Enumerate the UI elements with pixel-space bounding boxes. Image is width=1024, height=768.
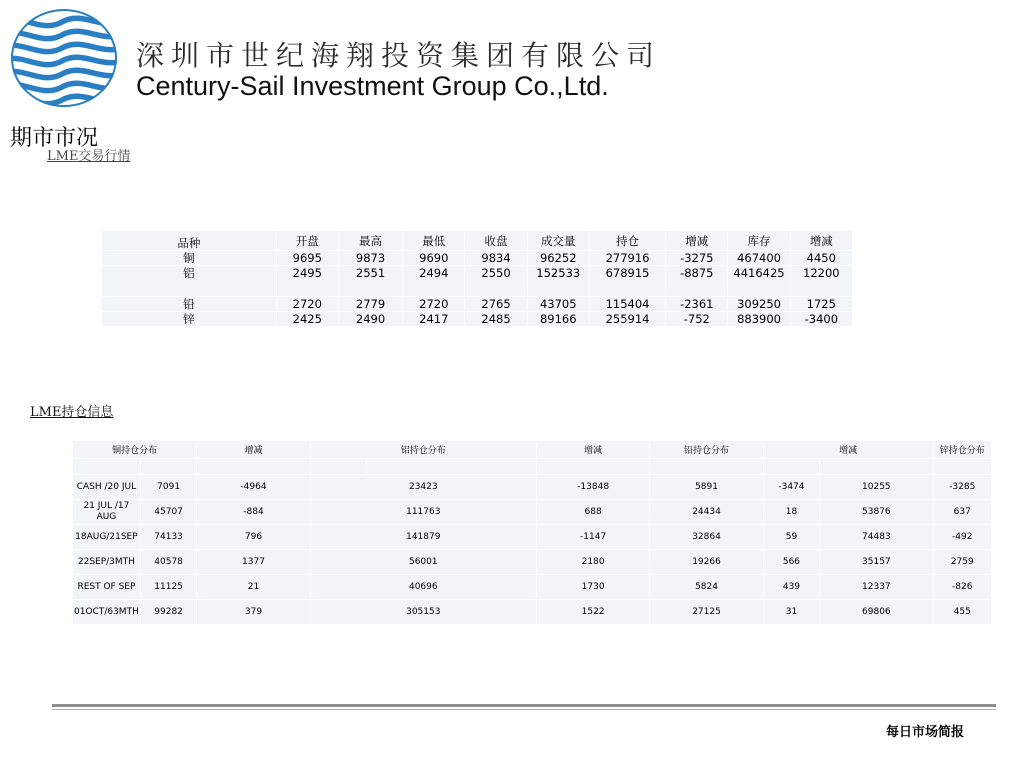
- table-row: [73, 550, 992, 575]
- table-cell: 2720: [403, 297, 465, 312]
- footer-label: 每日市场简报: [886, 725, 965, 740]
- table-cell: 铝: [102, 266, 277, 297]
- table-cell: 19266: [650, 550, 763, 575]
- table-cell: 883900: [728, 312, 790, 327]
- table-cell: 4416425: [728, 266, 790, 297]
- table-cell: 40696: [310, 575, 536, 600]
- table-row: [73, 600, 992, 625]
- table-cell: -13848: [536, 475, 649, 500]
- table-cell: -3275: [666, 251, 728, 266]
- table-cell: 11125: [140, 575, 197, 600]
- table-cell: 2779: [338, 297, 402, 312]
- table-cell: -8875: [666, 266, 728, 297]
- table-cell: 4450: [790, 251, 852, 266]
- table-cell: 1725: [790, 297, 852, 312]
- table-cell: 141879: [310, 525, 536, 550]
- col-header-lead-change: 增减: [763, 441, 933, 459]
- footer-divider-thin: [52, 709, 996, 710]
- table-header-row: [73, 441, 992, 459]
- table-row: [73, 475, 992, 500]
- table-cell: 40578: [140, 550, 197, 575]
- lme-position-table: [72, 440, 992, 625]
- table-cell: 309250: [728, 297, 790, 312]
- company-name-en: Century-Sail Investment Group Co.,Ltd.: [136, 71, 609, 101]
- table-cell: 12200: [790, 266, 852, 297]
- col-header-stock-change: 增减: [790, 231, 852, 251]
- table-spacer-row: [73, 459, 992, 475]
- table-cell: 5891: [650, 475, 763, 500]
- table-cell: 2494: [403, 266, 465, 297]
- table-cell: 32864: [650, 525, 763, 550]
- table-cell: 24434: [650, 500, 763, 525]
- table-cell: CASH /20 JUL: [73, 475, 141, 500]
- table-cell: 2425: [276, 312, 338, 327]
- table-cell: 74483: [820, 525, 933, 550]
- table-cell: -826: [933, 575, 991, 600]
- col-header-high: 最高: [338, 231, 402, 251]
- table-cell: 9873: [338, 251, 402, 266]
- table-cell: 2485: [465, 312, 527, 327]
- table-row: [102, 251, 853, 266]
- lme-trading-link[interactable]: LME交易行情: [47, 149, 131, 164]
- table-cell: 9834: [465, 251, 527, 266]
- table-cell: -1147: [536, 525, 649, 550]
- table-cell: 2417: [403, 312, 465, 327]
- table-cell: 439: [763, 575, 819, 600]
- table-row: [102, 312, 853, 327]
- table-cell: 铜: [102, 251, 277, 266]
- lme-trading-table: [101, 230, 853, 327]
- table-cell: 35157: [820, 550, 933, 575]
- table-row: [73, 575, 992, 600]
- table-cell: 255914: [589, 312, 665, 327]
- table-cell: 2495: [276, 266, 338, 297]
- table-cell: 89166: [527, 312, 589, 327]
- table-cell: 2180: [536, 550, 649, 575]
- table-cell: -4964: [197, 475, 310, 500]
- table-cell: 796: [197, 525, 310, 550]
- col-header-aluminium-position: 铝持仓分布: [310, 441, 536, 459]
- col-header-zinc-position: 锌持仓分布: [933, 441, 991, 459]
- table-cell: 74133: [140, 525, 197, 550]
- table-cell: 1522: [536, 600, 649, 625]
- col-header-variety: 品种: [102, 231, 277, 251]
- table-cell: 21: [197, 575, 310, 600]
- col-header-open: 开盘: [276, 231, 338, 251]
- table-cell: 467400: [728, 251, 790, 266]
- col-header-volume: 成交量: [527, 231, 589, 251]
- table-row: [102, 297, 853, 312]
- table-cell: -2361: [666, 297, 728, 312]
- col-header-low: 最低: [403, 231, 465, 251]
- lme-position-link[interactable]: LME持仓信息: [30, 405, 114, 420]
- table-cell: 566: [763, 550, 819, 575]
- table-cell: 23423: [310, 475, 536, 500]
- col-header-lead-position: 铅持仓分布: [650, 441, 763, 459]
- table-row: [73, 500, 992, 525]
- company-name-cn: 深圳市世纪海翔投资集团有限公司: [136, 39, 662, 72]
- col-header-change: 增减: [666, 231, 728, 251]
- table-cell: 10255: [820, 475, 933, 500]
- table-cell: 455: [933, 600, 991, 625]
- table-cell: 69806: [820, 600, 933, 625]
- col-header-close: 收盘: [465, 231, 527, 251]
- table-cell: 12337: [820, 575, 933, 600]
- table-cell: 43705: [527, 297, 589, 312]
- table-cell: 152533: [527, 266, 589, 297]
- table-cell: -752: [666, 312, 728, 327]
- table-cell: -492: [933, 525, 991, 550]
- col-header-copper-position: 铜持仓分布: [73, 441, 197, 459]
- wave-globe-logo-icon: [10, 8, 118, 108]
- table-cell: REST OF SEP: [73, 575, 141, 600]
- table-cell: 1377: [197, 550, 310, 575]
- table-cell: 01OCT/63MTH: [73, 600, 141, 625]
- table-cell: 688: [536, 500, 649, 525]
- table-cell: 9690: [403, 251, 465, 266]
- table-cell: -3285: [933, 475, 991, 500]
- table-cell: 21 JUL /17 AUG: [73, 500, 141, 525]
- table-cell: 2550: [465, 266, 527, 297]
- table-cell: 99282: [140, 600, 197, 625]
- table-cell: 2551: [338, 266, 402, 297]
- page-title: 期市市况: [10, 126, 99, 151]
- footer-divider: [52, 704, 996, 707]
- table-cell: -3474: [763, 475, 819, 500]
- table-cell: 45707: [140, 500, 197, 525]
- table-cell: 18: [763, 500, 819, 525]
- table-cell: 678915: [589, 266, 665, 297]
- table-cell: -3400: [790, 312, 852, 327]
- table-cell: 7091: [140, 475, 197, 500]
- table-cell: 115404: [589, 297, 665, 312]
- table-cell: 2765: [465, 297, 527, 312]
- table-cell: 59: [763, 525, 819, 550]
- table-cell: 锌: [102, 312, 277, 327]
- table-cell: 56001: [310, 550, 536, 575]
- table-cell: 111763: [310, 500, 536, 525]
- table-cell: 53876: [820, 500, 933, 525]
- table-cell: 5824: [650, 575, 763, 600]
- table-cell: 637: [933, 500, 991, 525]
- table-row: [73, 525, 992, 550]
- table-cell: 27125: [650, 600, 763, 625]
- table-cell: 2759: [933, 550, 991, 575]
- table-row: [102, 266, 853, 297]
- col-header-open-interest: 持仓: [589, 231, 665, 251]
- table-cell: 96252: [527, 251, 589, 266]
- table-header-row: [102, 231, 853, 251]
- table-cell: 2720: [276, 297, 338, 312]
- table-cell: 277916: [589, 251, 665, 266]
- table-cell: 2490: [338, 312, 402, 327]
- table-cell: 铅: [102, 297, 277, 312]
- table-cell: 22SEP/3MTH: [73, 550, 141, 575]
- table-cell: 305153: [310, 600, 536, 625]
- col-header-stock: 库存: [728, 231, 790, 251]
- col-header-copper-change: 增减: [197, 441, 310, 459]
- table-cell: 379: [197, 600, 310, 625]
- col-header-aluminium-change: 增减: [536, 441, 649, 459]
- table-cell: 18AUG/21SEP: [73, 525, 141, 550]
- table-cell: 9695: [276, 251, 338, 266]
- table-cell: 1730: [536, 575, 649, 600]
- table-cell: 31: [763, 600, 819, 625]
- table-cell: -884: [197, 500, 310, 525]
